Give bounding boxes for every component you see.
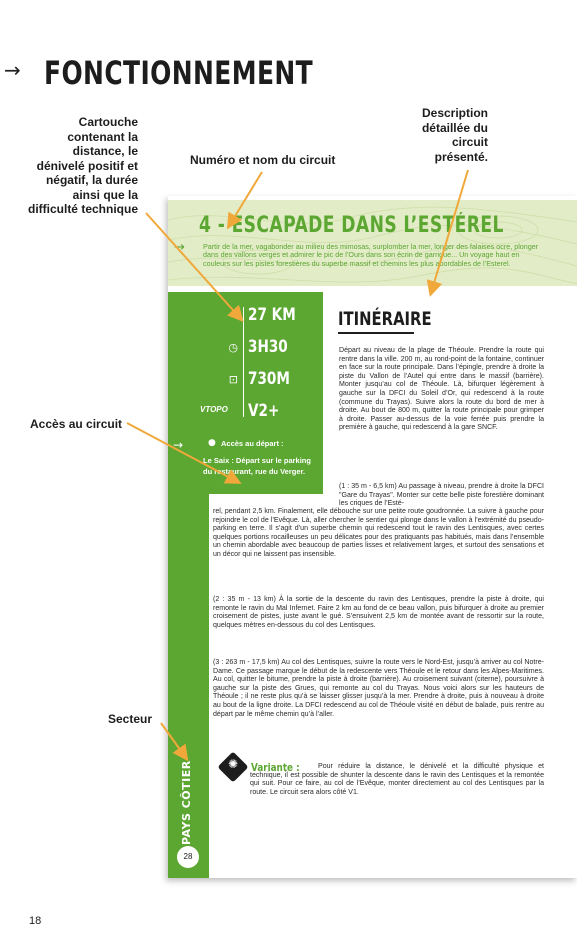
annotation-numero: Numéro et nom du circuit [190,153,336,167]
circuit-title: 4 - ESCAPADE DANS L’ESTÉREL [199,213,504,238]
itineraire-paragraph-2-start: (1 : 35 m - 6,5 km) Au passage à niveau, prendre à droite la DFCI "Gare du Trayas". Monter sur cette belle piste forestière dominant les criques de l’Esté- [339,483,544,508]
arrow-description [431,170,468,293]
variante-title: Variante : [251,761,300,774]
annotation-description: Description détaillée du circuit présenté. [421,106,488,164]
annotation-secteur: Secteur [108,712,153,726]
page-number: 18 [29,915,42,927]
acces-arrow-icon: → [173,438,184,452]
location-pin-icon: ● [208,438,216,448]
annotation-acces: Accès au circuit [30,417,123,431]
itineraire-title: ITINÉRAIRE [338,308,432,330]
stat-elevation: 730M [248,369,290,389]
itineraire-paragraph-2-end: rel, pendant 2,5 km. Finalement, elle débouche sur une petite route goudronnée. La suivre à gauche pour rejoindre le col de l’Evêque. Là, aller chercher le sentier qui plonge dans le vallon à l’extrémité du pseudo-parking en terre. Il s’agit d’un superbe chemin qui redescend tout le ravin des Lentisques, avec certes quelques portions rocailleuses un peu délicates pour des pratiquants pas habitués, mais dans l’ensemble un chemin abordable avec beaucoup de parties lisses et relativement larges, et surtout des sensations et un décor qui ne laissent pas insensible. [213,508,544,558]
arrow-secteur [161,723,186,758]
page-badge: 28 [177,846,199,868]
itineraire-paragraph-4: (3 : 263 m - 17,5 km) Au col des Lentisques, suivre la route vers le Nord-Est, jusqu’à arriver au col Notre-Dame. Ce passage marque le début de la redescente vers Théoule et le retour dans les Alpes-Maritimes. Au col, quitter le bitume, prendre la piste à droite (barrière). Au croisement suivant (citerne), poursuivre à gauche sur la piste des Grues, qui remonte au col du Trayas. Nous voici alors sur les hauteurs de Théoule ; il ne reste plus qu’à se laisser glisser jusqu’à la mer. Prendre à droite, puis à nouveau à droite au bout de la ligne droite. La DFCI redescend au col de Théoule visité en début de balade, puis rentre au départ par le même chemin qu’à l’aller. [213,659,544,718]
annotation-cartouche: Cartouche contenant la distance, le dénivelé positif et négatif, la durée ainsi que la difficulté technique [27,115,138,216]
variante-text: Pour réduire la distance, le dénivelé et la difficulté physique et technique, il est possible de shunter la descente dans le ravin des Lentisques et la remontée qui suit. Pour ce faire, au col de l’Evêque, monter directement au col des Lentisques par la route. Le circuit sera alors côté V1. [250,763,544,797]
lightbulb-icon: ✺ [227,757,239,771]
sector-label: PAYS CÔTIER [180,760,193,845]
clock-icon: ◷ [228,341,238,354]
page-heading: FONCTIONNEMENT [44,54,314,92]
elevation-icon: ⊡ [228,373,238,386]
distance-icon: ↔ [228,308,238,321]
arrow-numero [229,172,262,226]
arrow-acces [127,423,238,482]
itineraire-paragraph-3: (2 : 35 m - 13 km) À la sortie de la descente du ravin des Lentisques, prendre la piste à droite, qui remonte le ravin du Mal Infernet. Faire 2 km au fond de ce beau vallon, puis bifurquer à droite au premier croisement de pistes, juste avant le gué. S’ensuivent 2,5 km de montée avant de ressortir sur la route, quelques mètres en-dessous du col des Lentisques. [213,596,544,629]
arrow-cartouche [146,213,241,319]
itineraire-paragraph-1: Départ au niveau de la plage de Théoule. Prendre la route qui rentre dans la ville. 200 m, au rond-point de la fontaine, continuer en face sur la route principale. Dans l’épingle, prendre à droite la piste du Vallon de l’Autel qui entre dans le massif (barrière). Monter jusqu’au col de Théoule. Là, bifurquer légèrement à gauche sur la DFCI du Soleil d’Or, qui redescend à la route (commune du Trayas). Suivre alors la route du bord de mer à droite. Au bout de 800 m, quitter la route principale pour grimper à droite. Passer au-dessus de la voie ferrée puis prendre la première à gauche, qui redescend à la gare SNCF. [339,347,544,432]
stat-duration: 3H30 [248,337,288,357]
circuit-lead: Partir de la mer, vagabonder au milieu des mimosas, surplomber la mer, longer des falaises ocre, plonger dans des vallons verges et admirer le pic de l’Ours dans son écrin de garrigue... Un voyage haut en couleurs sur les pistes forestières du superbe massif et chemins les plus abordables de l’Esterel. [203,242,539,268]
vtopo-logo: VTOPO [200,405,228,414]
heading-arrow-icon: → [4,58,21,82]
lead-arrow-icon: → [174,240,185,255]
stat-distance: 27 KM [248,305,296,325]
acces-label: Accès au départ : [221,439,284,448]
acces-text: Le Saix : Départ sur le parking du restaurant, rue du Verger. [203,456,311,476]
stat-difficulty: V2+ [248,401,280,421]
